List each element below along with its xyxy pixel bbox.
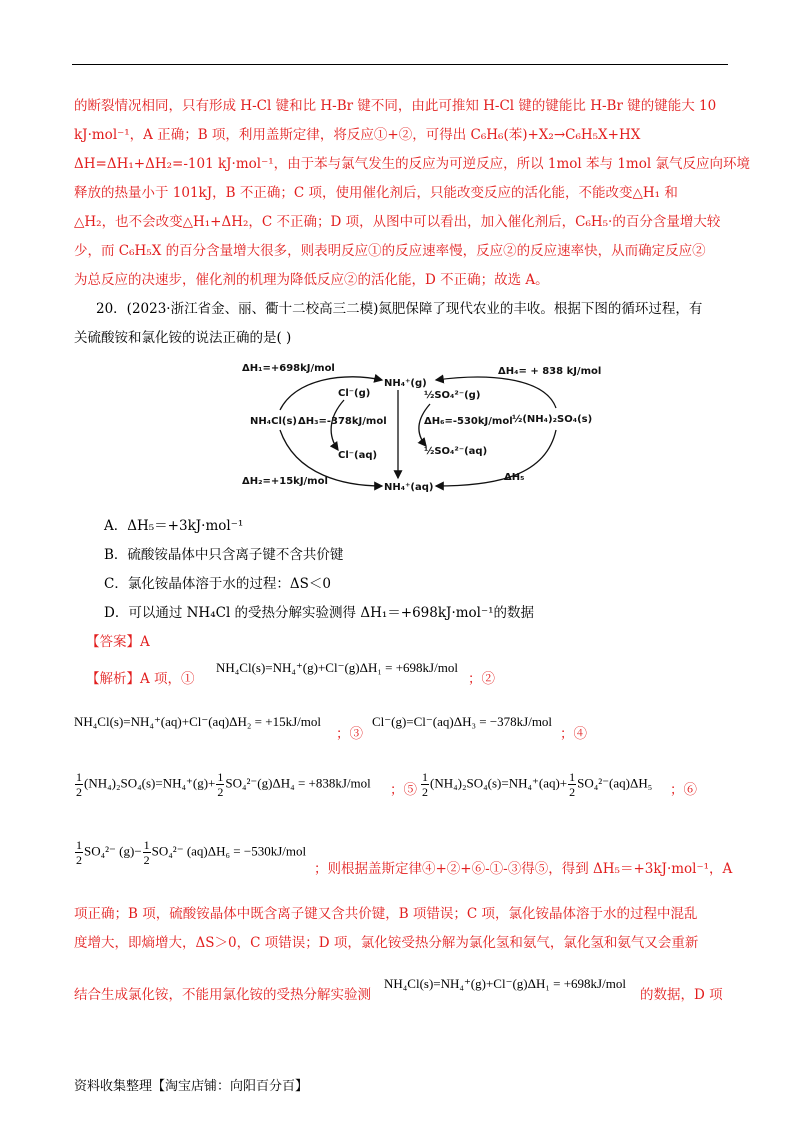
- dh3-label: ΔH₃=-378kJ/mol: [298, 416, 387, 427]
- half-fraction: $\frac{1}{2}$: [76, 838, 82, 867]
- dh5-label: ΔH₅: [504, 472, 525, 483]
- equation-4: $\frac{1}{2}$ (NH₄)₂SO₄(s)=NH₄⁺(g)+ $\frac{1}{2}$ SO₄²⁻(g)ΔH₄ = +838kJ/mol: [76, 770, 371, 799]
- analysis-line-4b: 的数据，D 项: [640, 987, 723, 1003]
- analysis-line-3: 度增大，即熵增大，ΔS＞0，C 项错误；D 项，氯化铵受热分解为氯化氢和氨气，氯化氢和氨气又会重新: [74, 935, 699, 951]
- so4-aq-label: ½SO₄²⁻(aq): [424, 446, 488, 457]
- dh1-label: ΔH₁=+698kJ/mol: [242, 363, 335, 374]
- question-stem-line-1: 20．(2023·浙江省金、丽、衢十二校高三二模)氮肥保障了现代农业的丰收。根据下图的循环过程，有: [96, 301, 703, 317]
- analysis-intro: A 项，①: [140, 671, 195, 687]
- equation-3: Cl⁻(g)=Cl⁻(aq)ΔH₃ = −378kJ/mol: [372, 714, 553, 729]
- equation-2: NH₄Cl(s)=NH₄⁺(aq)+Cl⁻(aq)ΔH₂ = +15kJ/mol: [74, 714, 321, 729]
- arrow-nh42so4-to-nh4aq: [436, 430, 556, 486]
- dh2-label: ΔH₂=+15kJ/mol: [242, 476, 328, 487]
- half-fraction: $\frac{1}{2}$: [143, 838, 150, 867]
- prev-explanation-line-2: kJ·mol⁻¹，A 正确；B 项，利用盖斯定律，将反应①+②，可得出 C₆H₆(苯)+X₂→C₆H₅X+HX: [74, 127, 641, 143]
- prev-explanation-line-6: 少，而 C₆H₅X 的百分含量增大很多，则表明反应①的反应速率慢，反应②的反应速率快，从而确定反应②: [74, 243, 706, 259]
- nh4-g-label: NH₄⁺(g): [384, 378, 427, 389]
- half-fraction: $\frac{1}{2}$: [217, 770, 224, 799]
- prev-explanation-line-1: 的断裂情况相同，只有形成 H-Cl 键和比 H-Br 键不同，由此可推知 H-Cl 键的键能比 H-Br 键的键能大 10: [74, 98, 717, 114]
- half-fraction: $\frac{1}{2}$: [76, 770, 82, 799]
- question-stem-line-2: 关硫酸铵和氯化铵的说法正确的是( ): [74, 330, 292, 346]
- option-a: A．ΔH₅＝+3kJ·mol⁻¹: [104, 518, 244, 534]
- option-d: D．可以通过 NH₄Cl 的受热分解实验测得 ΔH₁＝+698kJ·mol⁻¹的数据: [104, 605, 535, 621]
- dh6-label: ΔH₆=-530kJ/mol: [424, 416, 513, 427]
- footer-source: 资料收集整理【淘宝店铺：向阳百分百】: [74, 1079, 309, 1094]
- answer-value: A: [140, 634, 150, 650]
- option-c: C．氯化铵晶体溶于水的过程：ΔS＜0: [104, 576, 331, 592]
- equation-1: NH₄Cl(s)=NH₄⁺(g)+Cl⁻(g)ΔH₁ = +698kJ/mol: [216, 660, 458, 675]
- thermochemical-cycle-diagram: [236, 358, 622, 498]
- prev-explanation-line-7: 为总反应的决速步，催化剂的机理为降低反应②的活化能，D 不正确；故选 A。: [74, 272, 549, 288]
- answer-label: 【答案】: [86, 634, 140, 650]
- sep-3: ；③: [336, 726, 363, 742]
- cl-g-label: Cl⁻(g): [338, 388, 371, 399]
- header-rule: [72, 64, 728, 65]
- half-fraction: $\frac{1}{2}$: [422, 770, 428, 799]
- half-fraction: $\frac{1}{2}$: [569, 770, 576, 799]
- sep-2: ；②: [468, 671, 495, 687]
- sep-4: ；④: [560, 726, 587, 742]
- analysis-tail-1: ；则根据盖斯定律④+②+⑥-①-③得⑤，得到 ΔH₅＝+3kJ·mol⁻¹，A: [314, 861, 733, 877]
- cl-aq-label: Cl⁻(aq): [338, 450, 378, 461]
- equation-5: $\frac{1}{2}$ (NH₄)₂SO₄(s)=NH₄⁺(aq)+ $\frac{1}{2}$ SO₄²⁻(aq)ΔH₅: [422, 770, 653, 799]
- nh42so4-s-label: ½(NH₄)₂SO₄(s): [512, 414, 593, 425]
- prev-explanation-line-4: 释放的热量小于 101kJ，B 不正确；C 项，使用催化剂后，只能改变反应的活化能，不能改变△H₁ 和: [74, 185, 678, 201]
- so4-g-label: ½SO₄²⁻(g): [424, 390, 481, 401]
- dh4-label: ΔH₄= + 838 kJ/mol: [498, 366, 602, 377]
- prev-explanation-line-5: △H₂，也不会改变△H₁+ΔH₂，C 不正确；D 项，从图中可以看出，加入催化剂后，C₆H₅·的百分含量增大较: [74, 214, 721, 230]
- answer-line: [86, 633, 150, 651]
- nh4-aq-label: NH₄⁺(aq): [384, 482, 434, 493]
- option-b: B．硫酸铵晶体中只含离子键不含共价键: [104, 547, 344, 563]
- nh4cl-s-label: NH₄Cl(s): [250, 416, 297, 427]
- prev-explanation-line-3: ΔH=ΔH₁+ΔH₂=-101 kJ·mol⁻¹，由于苯与氯气发生的反应为可逆反应，所以 1mol 苯与 1mol 氯气反应向环境: [74, 156, 750, 172]
- equation-6: $\frac{1}{2}$ SO₄²⁻ (g)− $\frac{1}{2}$ SO₄²⁻ (aq)ΔH₆ = −530kJ/mol: [76, 838, 307, 867]
- equation-1-repeat: NH₄Cl(s)=NH₄⁺(g)+Cl⁻(g)ΔH₁ = +698kJ/mol: [384, 976, 626, 991]
- sep-5: ；⑤: [390, 782, 417, 798]
- analysis-label: 【解析】: [86, 671, 140, 687]
- analysis-line-2: 项正确；B 项，硫酸铵晶体中既含离子键又含共价键，B 项错误；C 项，氯化铵晶体溶于水的过程中混乱: [74, 906, 698, 922]
- sep-6: ；⑥: [670, 782, 697, 798]
- analysis-line-4a: 结合生成氯化铵，不能用氯化铵的受热分解实验测: [74, 987, 371, 1003]
- analysis-lead: [86, 667, 195, 687]
